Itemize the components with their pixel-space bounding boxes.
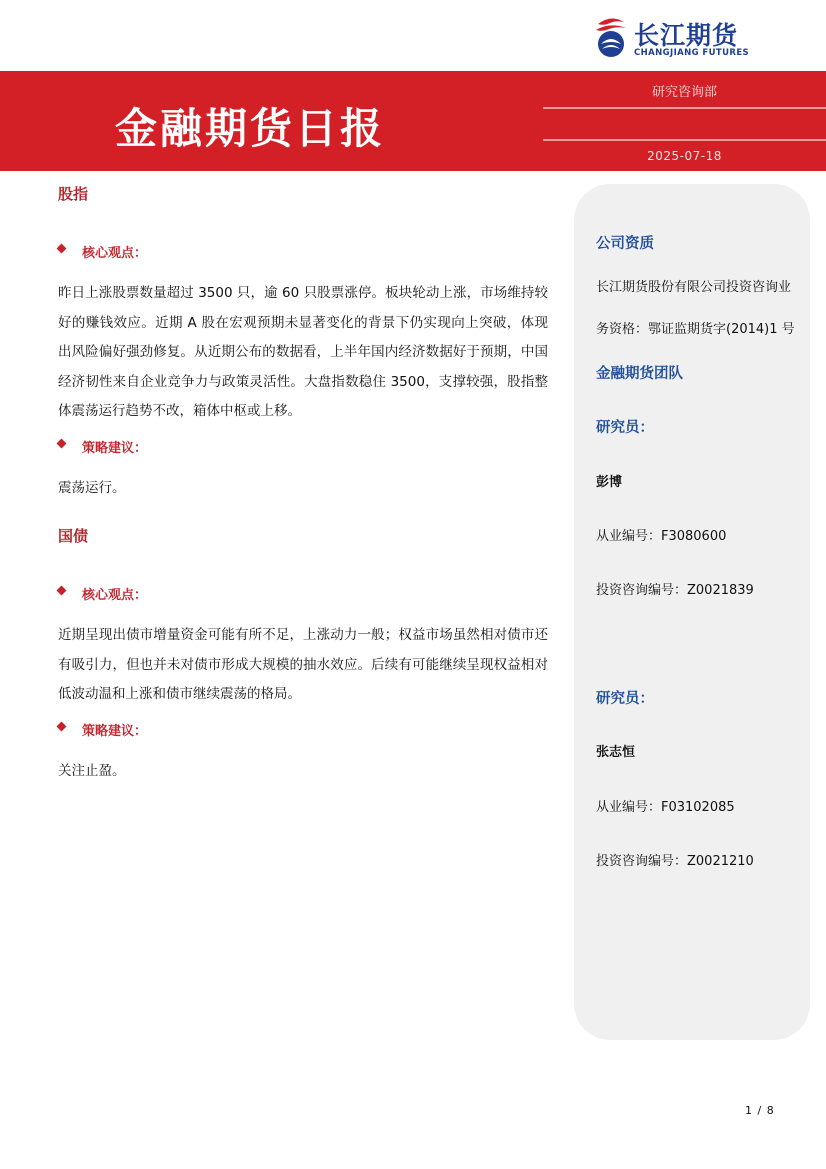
logo-name-cn: 长江期货 xyxy=(634,21,739,50)
researcher-label: 研究员： xyxy=(596,691,654,707)
core-view-text: 近期呈现出债市增量资金可能有所不足，上涨动力一般；权益市场虽然相对债市还有吸引力，但也并未对债市形成大规模的抽水效应。后续有可能继续呈现权益相对低波动温和上涨和债市继续震荡的格局。 xyxy=(58,627,548,702)
report-date: 2025-07-18 xyxy=(647,149,722,163)
diamond-bullet-icon xyxy=(57,586,67,596)
researcher-advisory-number: 投资咨询编号：Z0021210 xyxy=(596,854,754,869)
diamond-bullet-icon xyxy=(57,244,67,254)
divider xyxy=(543,139,826,141)
researcher-advisory-number: 投资咨询编号：Z0021839 xyxy=(596,583,754,598)
title-panel xyxy=(0,71,543,171)
page-number: 1 / 8 xyxy=(745,1104,775,1117)
department-label: 研究咨询部 xyxy=(651,85,717,100)
company-logo xyxy=(592,14,772,62)
strategy-heading: 策略建议： xyxy=(58,437,548,456)
core-view-text: 昨日上涨股票数量超过 3500 只，逾 60 只股票涨停。板块轮动上涨，市场维持较好的赚钱效应。近期 A 股在宏观预期未显著变化的背景下仍实现向上突破，体现出风险偏好强劲修复。从近期公布的数据看，上半年国内经济数据好于预期，中国经济韧性来自企业竞争力与政策灵活性。大盘指数稳住 3500，支撑较强，股指整体震荡运行趋势不改，箱体中枢或上移。 xyxy=(58,285,548,419)
section-treasury-bond xyxy=(58,525,548,786)
researcher-license: 从业编号：F03102085 xyxy=(596,800,735,815)
core-view-heading: 核心观点： xyxy=(58,242,548,261)
strategy-text: 关注止盈。 xyxy=(58,762,126,779)
report-title: 金融期货日报 xyxy=(115,104,386,153)
researcher-name: 张志恒 xyxy=(596,745,636,760)
section-stock-index xyxy=(58,183,548,503)
strategy-heading: 策略建议： xyxy=(58,720,548,739)
qualification-title: 公司资质 xyxy=(596,236,654,252)
sidebar-panel xyxy=(574,184,810,1040)
qualification-text-line2: 务资格：鄂证监期货字(2014)1 号 xyxy=(596,322,795,337)
report-header-band xyxy=(0,71,826,171)
main-content xyxy=(58,171,548,786)
diamond-bullet-icon xyxy=(57,721,67,731)
strategy-text: 震荡运行。 xyxy=(58,479,126,496)
info-panel xyxy=(543,71,826,171)
changjiang-logo-icon xyxy=(592,14,630,60)
qualification-text-line1: 长江期货股份有限公司投资咨询业 xyxy=(596,280,792,295)
researcher-name: 彭博 xyxy=(596,475,623,490)
logo-name-en: CHANGJIANG FUTURES xyxy=(634,48,750,58)
section-title: 国债 xyxy=(58,527,89,545)
team-title: 金融期货团队 xyxy=(596,366,683,382)
section-title: 股指 xyxy=(58,185,89,203)
researcher-label: 研究员： xyxy=(596,420,654,436)
core-view-heading: 核心观点： xyxy=(58,584,548,603)
divider xyxy=(543,107,826,109)
diamond-bullet-icon xyxy=(57,438,67,448)
researcher-license: 从业编号：F3080600 xyxy=(596,529,727,544)
